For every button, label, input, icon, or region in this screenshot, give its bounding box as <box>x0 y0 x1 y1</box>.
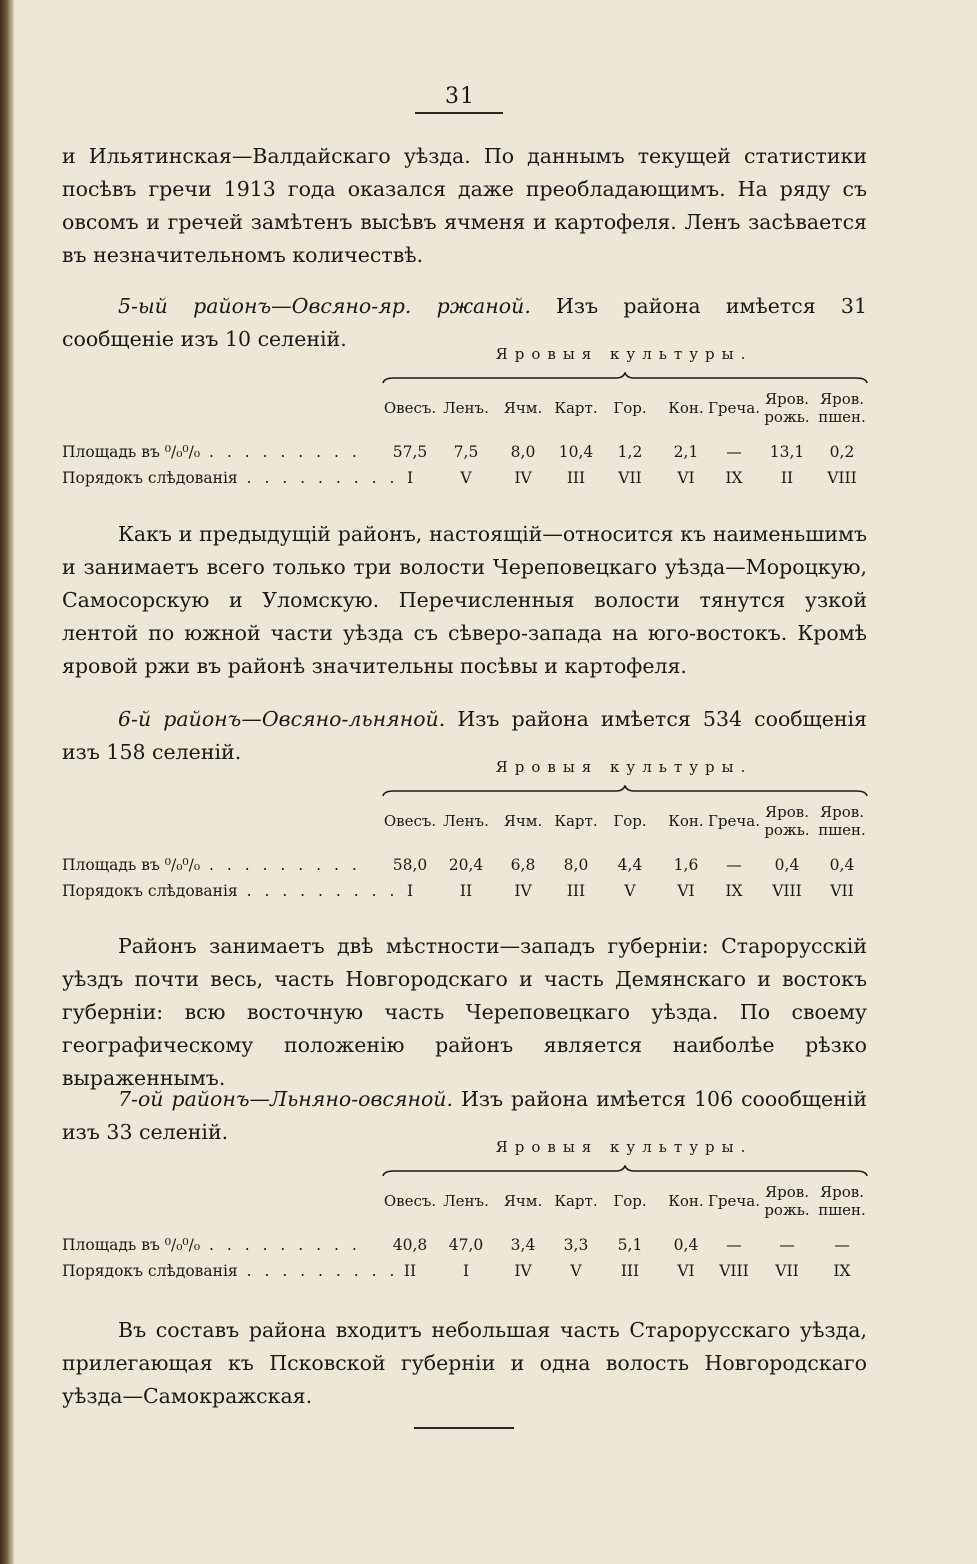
dot-leader: . . . . . . . . . <box>237 1262 399 1280</box>
row-label <box>62 1262 398 1280</box>
column-header: Греча. <box>707 1192 761 1210</box>
table-cell: 40,8 <box>392 1236 428 1254</box>
table-cell: 3,4 <box>510 1236 536 1254</box>
table-cell: 8,0 <box>510 443 536 461</box>
column-header: Греча. <box>707 399 761 417</box>
table-cell: 0,2 <box>829 443 855 461</box>
table-brace <box>382 782 868 794</box>
table-cell: VI <box>677 469 695 487</box>
district-6-heading: 6-й районъ—Овсяно-льняной. <box>118 707 446 731</box>
district-6-text: Изъ района имѣется 534 сообщенія изъ 158 селеній. <box>62 707 867 764</box>
column-header: Кон. <box>668 1192 704 1210</box>
column-header: Овесъ. <box>383 812 437 830</box>
column-header: Яров. рожь. <box>764 390 810 426</box>
table-cell: V <box>624 882 636 900</box>
column-header: Яров. пшен. <box>818 390 866 426</box>
column-header: Ячм. <box>503 399 543 417</box>
row-label <box>62 469 398 487</box>
column-header: Овесъ. <box>383 399 437 417</box>
table-cell: VI <box>677 882 695 900</box>
table-brace <box>382 369 868 381</box>
table-cell: 8,0 <box>563 856 589 874</box>
table-cell: 20,4 <box>448 856 484 874</box>
column-header: Греча. <box>707 812 761 830</box>
column-header: Ленъ. <box>443 1192 489 1210</box>
column-header: Гор. <box>613 812 647 830</box>
table-cell: III <box>620 1262 640 1280</box>
table-cell: VIII <box>719 1262 749 1280</box>
table-cell: 57,5 <box>392 443 428 461</box>
paragraph-1: и Ильятинская—Валдайскаго уѣзда. По даннымъ текущей статистики посѣвъ гречи 1913 года оказался даже преобладающимъ. На ряду съ овсомъ и гречей замѣтенъ высѣвъ ячменя и картофеля. Ленъ засѣвается въ незначительномъ количествѣ. <box>62 144 867 267</box>
table-cell: — <box>726 1236 742 1254</box>
table-cell: 3,3 <box>563 1236 589 1254</box>
table-cell: IV <box>514 469 532 487</box>
row-label-text: Порядокъ слѣдованія <box>62 469 238 487</box>
row-label-text: Площадь въ ⁰/₀⁰/₀ <box>62 856 201 874</box>
table-cell: 2,1 <box>673 443 699 461</box>
row-label <box>62 443 361 461</box>
table-cell: I <box>406 469 414 487</box>
table-cell: 0,4 <box>774 856 800 874</box>
table-cell: 4,4 <box>617 856 643 874</box>
district-7-text: Изъ района имѣется 106 соообщеній изъ 33 селеній. <box>62 1087 867 1144</box>
paragraph-3: Какъ и предыдущій районъ, настоящій—относится къ наименьшимъ и занимаетъ всего только три волости Череповецкаго уѣзда—Мороцкую, Самосорскую и Уломскую. Перечисленныя волости тянутся узкой лентой по южной части уѣзда съ сѣверо-запада на юго-востокъ. Кромѣ яровой ржи въ районѣ значительны посѣвы и картофеля. <box>62 522 867 678</box>
row-label <box>62 856 361 874</box>
column-header: Овесъ. <box>383 1192 437 1210</box>
table-cell: 1,6 <box>673 856 699 874</box>
table-cell: 0,4 <box>829 856 855 874</box>
table-cell: 7,5 <box>453 443 479 461</box>
column-header: Яров. рожь. <box>764 1183 810 1219</box>
district-7-heading: 7-ой районъ—Льняно-овсяной. <box>118 1087 454 1111</box>
table-cell: VI <box>677 1262 695 1280</box>
table-cell: II <box>403 1262 417 1280</box>
table-cell: — <box>726 443 742 461</box>
column-header: Ячм. <box>503 1192 543 1210</box>
table-cell: II <box>780 469 794 487</box>
table-cell: IV <box>514 882 532 900</box>
table-title: Яровыя культуры. <box>495 758 753 776</box>
paragraph-7: Въ составъ района входитъ небольшая часть Старорусскаго уѣзда, прилегающая къ Псковской губерніи и одна волость Новгородскаго уѣзда—Самокражская. <box>62 1318 867 1408</box>
table-cell: III <box>566 469 586 487</box>
column-header: Ячм. <box>503 812 543 830</box>
page-edge <box>0 0 14 1564</box>
table-cell: 0,4 <box>673 1236 699 1254</box>
table-cell: 5,1 <box>617 1236 643 1254</box>
column-header: Кон. <box>668 812 704 830</box>
column-header: Ленъ. <box>443 399 489 417</box>
row-label-text: Площадь въ ⁰/₀⁰/₀ <box>62 1236 201 1254</box>
table-cell: 6,8 <box>510 856 536 874</box>
table-cell: — <box>779 1236 795 1254</box>
row-label-text: Порядокъ слѣдованія <box>62 882 238 900</box>
column-header: Карт. <box>554 1192 598 1210</box>
column-header: Яров. пшен. <box>818 803 866 839</box>
row-label-text: Порядокъ слѣдованія <box>62 1262 238 1280</box>
table-title: Яровыя культуры. <box>495 1138 753 1156</box>
row-label-text: Площадь въ ⁰/₀⁰/₀ <box>62 443 201 461</box>
row-label <box>62 1236 361 1254</box>
table-cell: VII <box>618 469 642 487</box>
table-cell: V <box>460 469 472 487</box>
column-header: Яров. рожь. <box>764 803 810 839</box>
dot-leader: . . . . . . . . . <box>200 1236 361 1254</box>
table-cell: 13,1 <box>769 443 805 461</box>
dot-leader: . . . . . . . . . <box>200 856 361 874</box>
column-header: Гор. <box>613 399 647 417</box>
table-cell: VII <box>830 882 854 900</box>
column-header: Яров. пшен. <box>818 1183 866 1219</box>
table-cell: I <box>462 1262 470 1280</box>
table-cell: 58,0 <box>392 856 428 874</box>
table-cell: 10,4 <box>558 443 594 461</box>
table-cell: IX <box>725 882 743 900</box>
column-header: Ленъ. <box>443 812 489 830</box>
table-cell: IV <box>514 1262 532 1280</box>
table-cell: V <box>570 1262 582 1280</box>
table-cell: III <box>566 882 586 900</box>
column-header: Гор. <box>613 1192 647 1210</box>
dot-leader: . . . . . . . . . <box>200 443 361 461</box>
table-title: Яровыя культуры. <box>495 345 753 363</box>
paragraph-5: Районъ занимаетъ двѣ мѣстности—западъ губерніи: Старорусскій уѣздъ почти весь, часть Новгородскаго и часть Демянскаго и востокъ губерніи: всю восточную часть Череповецкаго уѣзда. По своему географическому положенію районъ является наиболѣе рѣзко выраженнымъ. <box>62 934 867 1090</box>
district-5-text: Изъ района имѣется 31 сообщеніе изъ 10 селеній. <box>62 294 867 351</box>
table-cell: — <box>726 856 742 874</box>
table-cell: VII <box>775 1262 799 1280</box>
column-header: Кон. <box>668 399 704 417</box>
table-cell: VIII <box>827 469 857 487</box>
table-cell: — <box>834 1236 850 1254</box>
row-label <box>62 882 398 900</box>
dot-leader: . . . . . . . . . <box>237 882 399 900</box>
page-number-rule <box>415 112 503 114</box>
table-cell: VIII <box>772 882 802 900</box>
page-number: 31 <box>445 84 475 109</box>
end-rule <box>414 1427 514 1429</box>
dot-leader: . . . . . . . . . <box>237 469 399 487</box>
table-cell: II <box>459 882 473 900</box>
table-brace <box>382 1162 868 1174</box>
column-header: Карт. <box>554 399 598 417</box>
table-cell: I <box>406 882 414 900</box>
table-cell: 1,2 <box>617 443 643 461</box>
district-5-heading: 5-ый районъ—Овсяно-яр. ржаной. <box>118 294 531 318</box>
table-cell: IX <box>725 469 743 487</box>
table-cell: IX <box>833 1262 851 1280</box>
table-cell: 47,0 <box>448 1236 484 1254</box>
column-header: Карт. <box>554 812 598 830</box>
